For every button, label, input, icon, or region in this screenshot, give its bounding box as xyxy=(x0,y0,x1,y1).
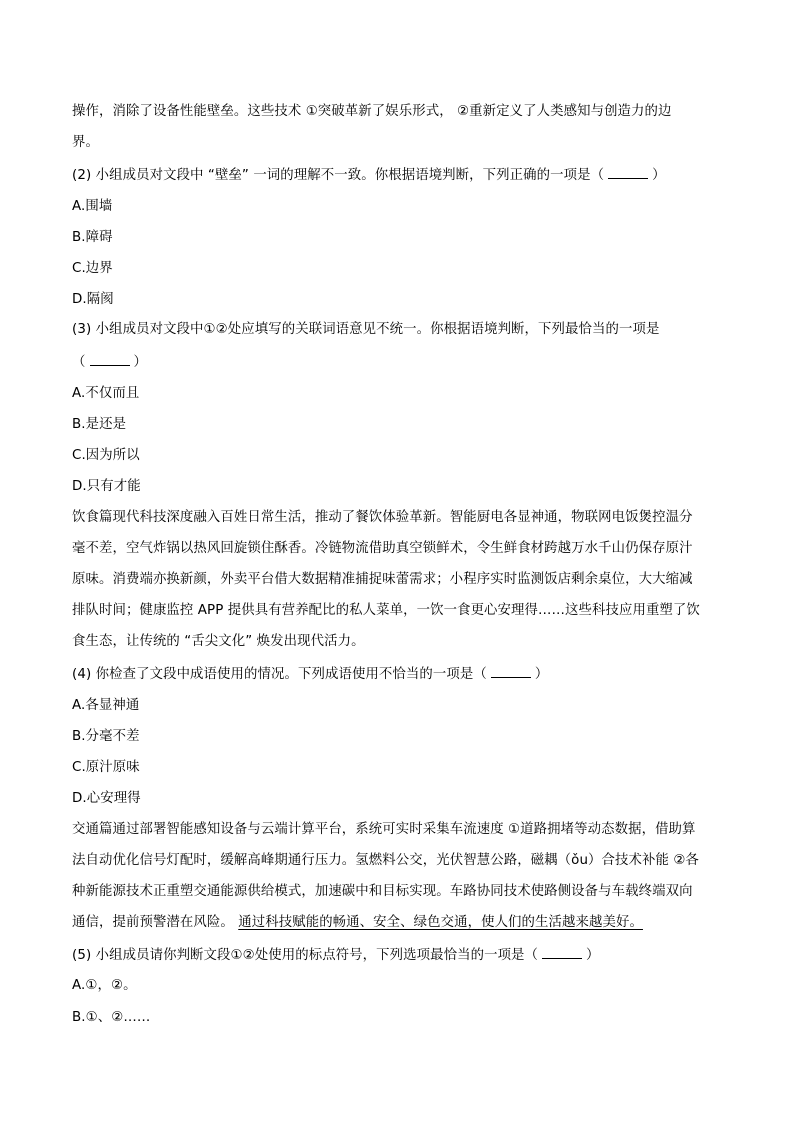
paragraph-1-line-2: 界。 xyxy=(72,135,99,150)
question-3-close-paren: ） xyxy=(133,355,147,370)
question-3-open-paren: （ xyxy=(72,355,86,370)
question-3-option-c: C.因为所以 xyxy=(72,448,140,463)
paragraph-2-line-2: 毫不差，空气炸锅以热风回旋锁住酥香。冷链物流借助真空锁鲜术，令生鲜食材跨越万水千山仍保存原汁 xyxy=(72,541,693,556)
answer-blank xyxy=(90,353,130,366)
paragraph-3-line-4 xyxy=(72,915,643,931)
paragraph-3-line-2: 法自动优化信号灯配时，缓解高峰期通行压力。氢燃料公交，光伏智慧公路，磁耦（ǒu）合技术补能 ②各 xyxy=(72,853,699,868)
question-2-stem-text: (2) 小组成员对文段中 “壁垒” 一词的理解不一致。你根据语境判断，下列正确的一项是（ xyxy=(72,168,605,183)
paragraph-2-line-1: 饮食篇现代科技深度融入百姓日常生活，推动了餐饮体验革新。智能厨电各显神通，物联网电饭煲控温分 xyxy=(72,510,693,525)
question-3-option-b: B.是还是 xyxy=(72,417,127,432)
question-4-stem xyxy=(72,665,548,683)
question-4-option-d: D.心安理得 xyxy=(72,791,141,806)
question-4-stem-text: (4) 你检查了文段中成语使用的情况。下列成语使用不恰当的一项是（ xyxy=(72,667,487,682)
question-5-stem xyxy=(72,946,600,964)
question-2-stem xyxy=(72,166,666,184)
question-5-option-b: B.①、②…… xyxy=(72,1010,151,1025)
question-3-option-d: D.只有才能 xyxy=(72,479,141,494)
question-3-option-a: A.不仅而且 xyxy=(72,386,140,401)
underlined-sentence: 通过科技赋能的畅通、安全、绿色交通，使人们的生活越来越美好。 xyxy=(238,915,643,930)
paragraph-3-line-3: 种新能源技术正重塑交通能源供给模式，加速碳中和目标实现。车路协同技术使路侧设备与车载终端双向 xyxy=(72,884,693,899)
paragraph-3-line-1: 交通篇通过部署智能感知设备与云端计算平台，系统可实时采集车流速度 ①道路拥堵等动态数据，借助算 xyxy=(72,822,696,837)
question-2-option-b: B.障碍 xyxy=(72,230,113,245)
question-5-close-paren: ） xyxy=(586,948,600,963)
question-3-blank-line xyxy=(72,353,147,371)
question-4-option-a: A.各显神通 xyxy=(72,698,140,713)
question-2-close-paren: ） xyxy=(652,168,666,183)
question-2-option-a: A.围墙 xyxy=(72,199,113,214)
question-5-option-a: A.①，②。 xyxy=(72,978,137,993)
paragraph-2-line-4: 排队时间；健康监控 APP 提供具有营养配比的私人菜单，一饮一食更心安理得……这些科技应用重塑了饮 xyxy=(72,603,700,618)
answer-blank xyxy=(491,665,531,678)
answer-blank xyxy=(542,946,582,959)
paragraph-1-line-1: 操作，消除了设备性能壁垒。这些技术 ①突破革新了娱乐形式， ②重新定义了人类感知与创造力的边 xyxy=(72,104,672,119)
question-2-option-d: D.隔阂 xyxy=(72,292,114,307)
question-4-option-c: C.原汁原味 xyxy=(72,760,140,775)
question-5-stem-text: (5) 小组成员请你判断文段①②处使用的标点符号，下列选项最恰当的一项是（ xyxy=(72,948,539,963)
question-4-close-paren: ） xyxy=(534,667,549,682)
question-3-stem: (3) 小组成员对文段中①②处应填写的关联词语意见不统一。你根据语境判断，下列最恰当的一项是 xyxy=(72,322,660,337)
paragraph-2-line-5: 食生态，让传统的 “舌尖文化” 焕发出现代活力。 xyxy=(72,634,365,649)
answer-blank xyxy=(608,166,648,179)
question-2-option-c: C.边界 xyxy=(72,261,113,276)
paragraph-2-line-3: 原味。消费端亦换新颜，外卖平台借大数据精准捕捉味蕾需求；小程序实时监测饭店剩余桌位，大大缩减 xyxy=(72,572,693,587)
paragraph-3-line-4-plain: 通信，提前预警潜在风险。 xyxy=(72,915,239,930)
question-4-option-b: B.分毫不差 xyxy=(72,729,140,744)
